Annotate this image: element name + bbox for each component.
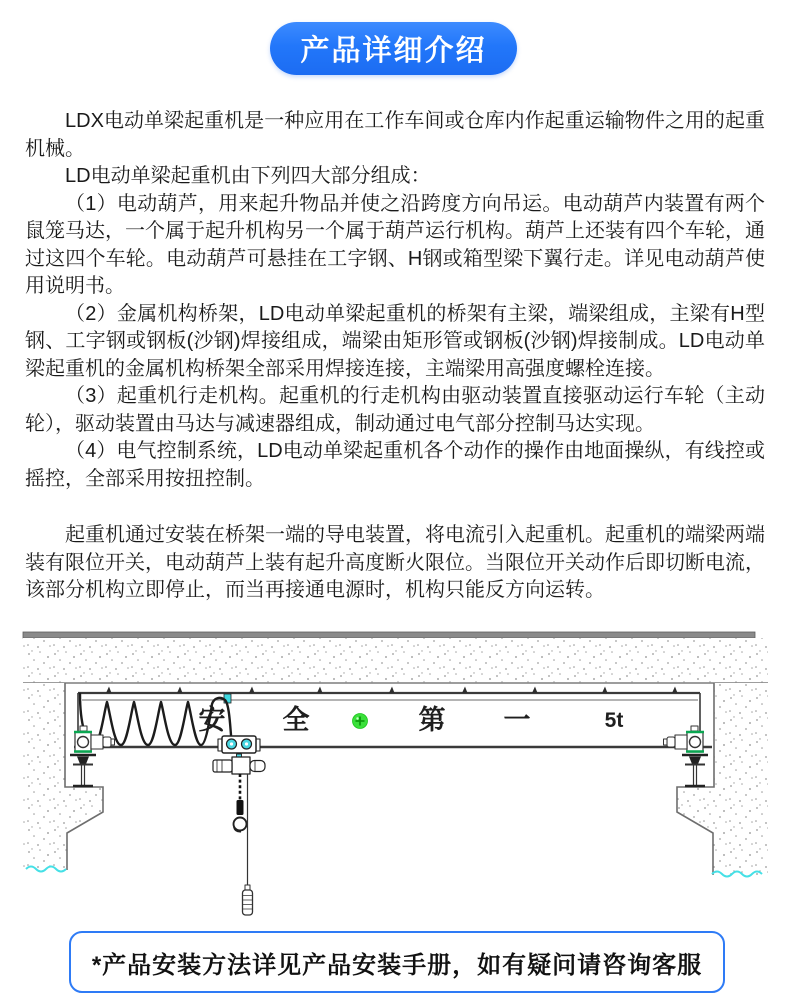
section-title-text: 产品详细介绍 <box>300 35 487 67</box>
installation-note-text: *产品安装方法详见产品安装手册，如有疑问请咨询客服 <box>91 951 703 979</box>
left-wall-column <box>23 683 103 872</box>
right-runway-ibeam <box>685 765 705 787</box>
installation-note-box <box>69 931 725 993</box>
ceiling-concrete <box>23 638 768 683</box>
hoist-motor <box>213 760 232 772</box>
chain-stopper <box>237 800 244 815</box>
paragraph-part1-hoist: （1）电动葫芦，用来起升物品并使之沿跨度方向吊运。电动葫芦内装置有两个鼠笼马达，一个属于起升机构另一个属于葫芦运行机构。葫芦上还装有四个车轮，通过这四个车轮。电动葫芦可悬挂在工字钢、H钢或箱型梁下翼行走。详见电动葫芦使用说明书。 <box>25 192 765 297</box>
crane-hook <box>234 818 247 832</box>
right-wall-concrete <box>677 683 768 875</box>
truck-wheel <box>690 737 701 748</box>
hoist-gearbox <box>250 761 265 772</box>
girder-slogan <box>199 704 624 735</box>
girder-label-yi: 一 <box>503 705 531 735</box>
paragraph-parts-lead: LD电动单梁起重机由下列四大部分组成： <box>65 165 431 187</box>
girder-label-5t: 5t <box>604 709 624 732</box>
truck-wheel <box>78 737 89 748</box>
ceiling-bar <box>23 632 755 638</box>
paragraph-part3-travel: （3）起重机行走机构。起重机的行走机构由驱动装置直接驱动运行车轮（主动轮），驱动装置由马达与减速器组成，制动通过电气部分控制马达实现。 <box>25 385 765 435</box>
pendant-controller <box>243 885 253 915</box>
safety-logo-icon <box>353 714 368 729</box>
paragraph-part2-bridge: （2）金属机构桥架，LD电动单梁起重机的桥架有主梁，端梁组成，主梁有H型钢、工字钢或钢板(沙钢)焊接组成，端梁由矩形管或钢板(沙钢)焊接制成。LD电动单梁起重机的金属机构桥架全部采用焊接连接，主端梁用高强度螺栓连接。 <box>25 302 765 380</box>
hoist-frame <box>232 757 250 774</box>
left-runway-ibeam <box>73 765 93 787</box>
section-title-banner <box>270 22 517 75</box>
truck-pedestal <box>689 757 701 765</box>
right-wall-edge <box>677 683 714 875</box>
truck-motor-body <box>675 735 687 749</box>
right-end-truck <box>664 726 709 786</box>
paragraph-part4-electric: （4）电气控制系统，LD电动单梁起重机各个动作的操作由地面操纵，有线控或摇控，全部采用按扭控制。 <box>25 440 765 490</box>
girder-label-di: 第 <box>418 705 446 735</box>
truck-pedestal <box>77 757 89 765</box>
crane-diagram <box>0 628 790 933</box>
product-description <box>25 108 765 605</box>
truck-motor-body <box>91 735 103 749</box>
left-end-truck <box>70 726 115 786</box>
ceiling-structure <box>23 632 768 683</box>
left-wall-concrete <box>23 683 103 870</box>
girder-label-quan: 全 <box>282 705 310 735</box>
hoist-trolley <box>213 736 265 915</box>
paragraph-overview: LDX电动单梁起重机是一种应用在工作车间或仓库内作起重运输物件之用的起重机械。 <box>25 110 765 160</box>
paragraph-power-limit: 起重机通过安装在桥架一端的导电装置，将电流引入起重机。起重机的端梁两端装有限位开关，电动葫芦上装有起升高度断火限位。当限位开关动作后即切断电流，该部分机构立即停止，而当再接通电源时，机构只能反方向运转。 <box>25 524 765 601</box>
right-wall-column <box>677 683 768 877</box>
girder-label-an: 安 <box>198 705 226 735</box>
